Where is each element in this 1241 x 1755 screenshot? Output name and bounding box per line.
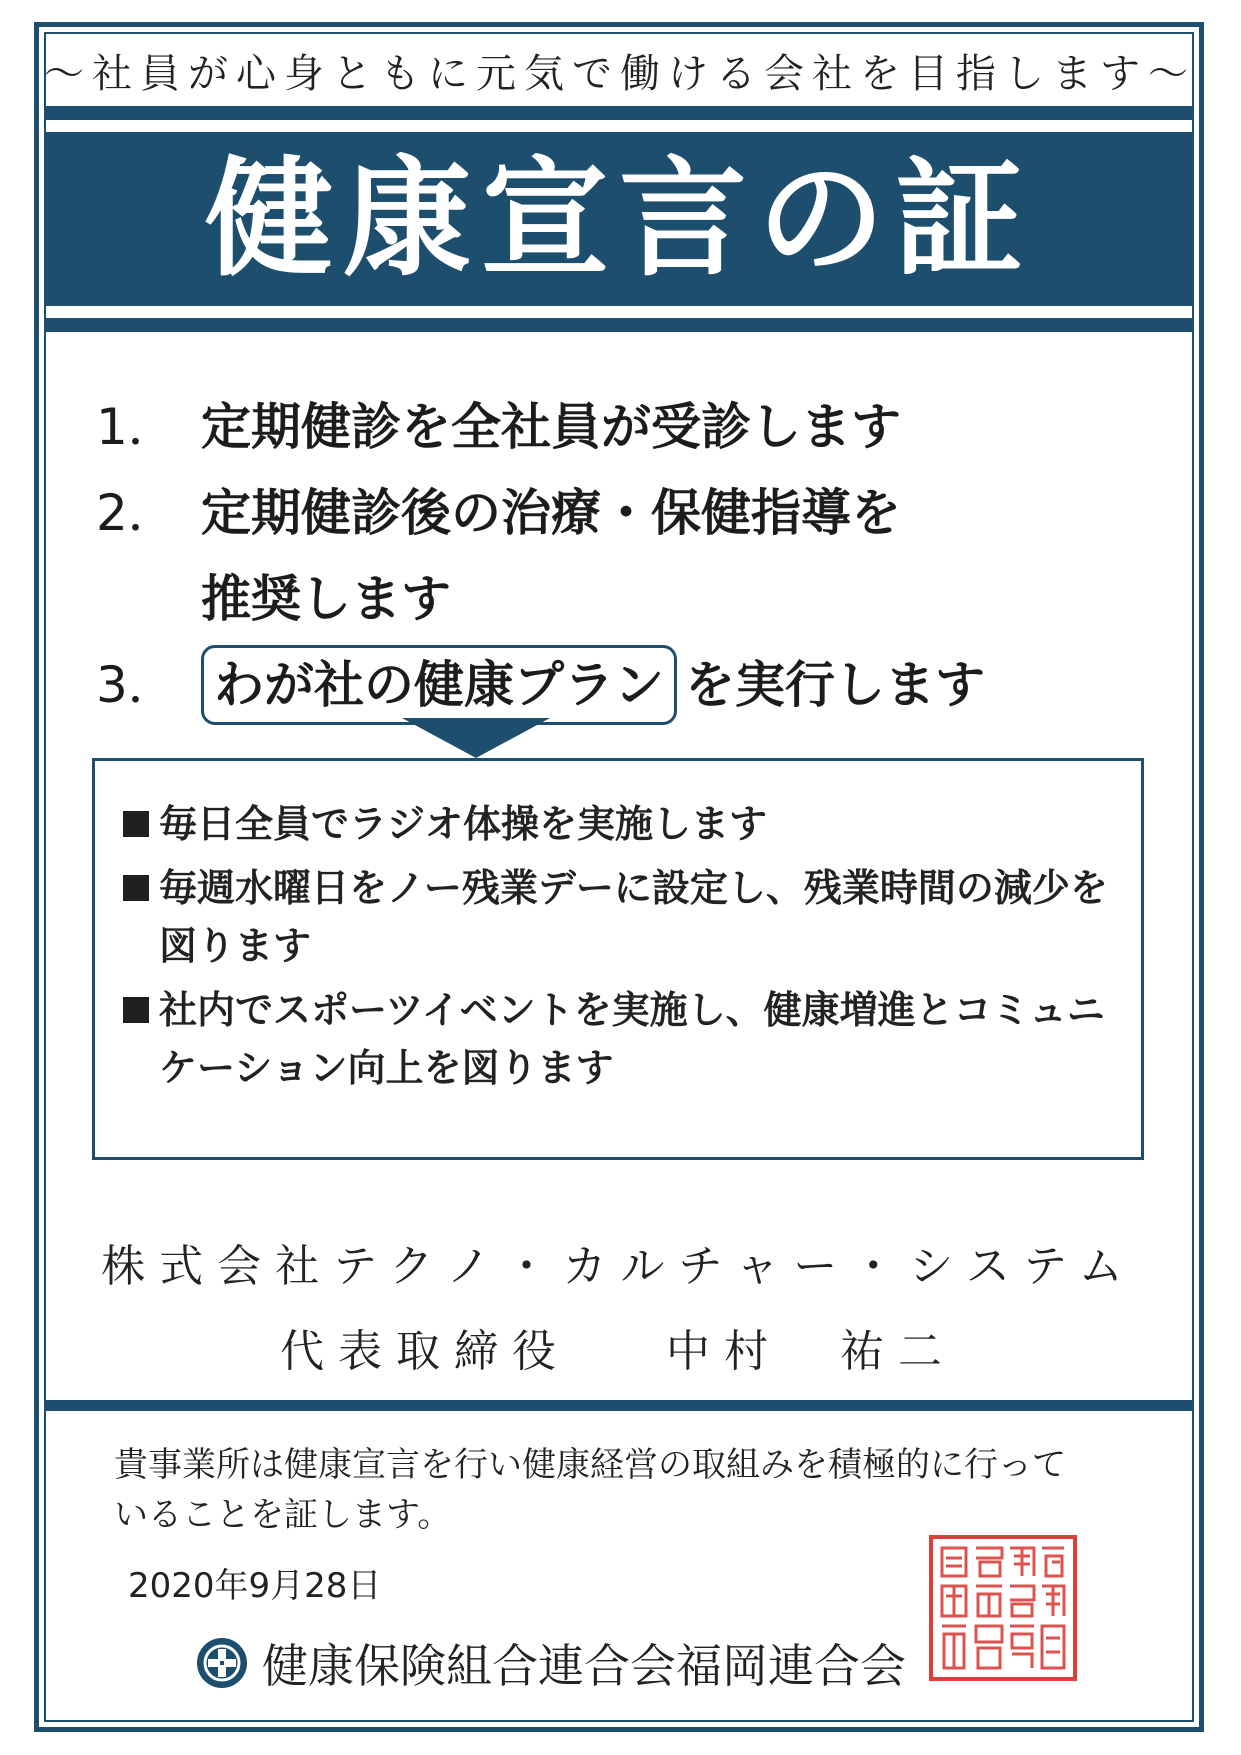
certification-date: 2020年9月28日 — [128, 1566, 382, 1606]
pledge-item-1 — [96, 384, 1156, 470]
certification-rule — [44, 1400, 1194, 1411]
plan-item-text: 毎日全員でラジオ体操を実施します — [159, 801, 768, 846]
arrow-down-icon — [402, 718, 550, 758]
pledge-item-2-continued — [96, 556, 1156, 642]
issuer-name: 健康保険組合連合会福岡連合会 — [262, 1639, 906, 1693]
pledge-text: 定期健診後の治療・保健指導を — [201, 484, 901, 542]
health-plan-list — [123, 795, 1123, 1103]
pledge-suffix: を実行します — [685, 656, 985, 714]
issuer — [196, 1630, 906, 1696]
pledge-number: 3． — [96, 656, 178, 714]
representative — [280, 1315, 956, 1379]
health-plan-label: わが社の健康プラン — [201, 645, 677, 725]
representative-title: 代表取締役 — [280, 1326, 570, 1377]
company-name: 株式会社テクノ・カルチャー・システム — [101, 1241, 1137, 1292]
plan-item-text: 社内でスポーツイベントを実施し、健康増進とコミュニケーション向上を図ります — [159, 987, 1105, 1090]
title-rule-top — [44, 106, 1194, 120]
title-rule-bottom — [44, 318, 1194, 332]
certification-text: 貴事業所は健康宣言を行い健康経営の取組みを積極的に行っていることを証します。 — [114, 1445, 1066, 1535]
pledge-number: 2． — [96, 484, 178, 542]
list-item — [123, 795, 1123, 853]
kenporen-emblem-icon — [196, 1637, 248, 1689]
square-bullet-icon — [123, 875, 149, 901]
representative-name: 中村 祐二 — [666, 1326, 956, 1377]
page-title: 健康宣言の証 — [204, 144, 1033, 294]
pledge-list — [96, 384, 1156, 728]
pledge-text: 推奨します — [201, 570, 451, 628]
list-item — [123, 981, 1123, 1097]
motto: ～社員が心身ともに元気で働ける会社を目指します～ — [44, 51, 1196, 97]
health-plan-panel — [92, 758, 1144, 1160]
list-item — [123, 859, 1123, 975]
pledge-item-2 — [96, 470, 1156, 556]
square-bullet-icon — [123, 997, 149, 1023]
official-seal-stamp — [928, 1534, 1078, 1682]
square-bullet-icon — [123, 811, 149, 837]
pledge-item-3 — [96, 642, 1156, 728]
pledge-text — [201, 642, 985, 728]
pledge-text: 定期健診を全社員が受診します — [201, 398, 901, 456]
plan-item-text: 毎週水曜日をノー残業デーに設定し、残業時間の減少を図ります — [159, 865, 1108, 968]
pledge-number: 1． — [96, 398, 178, 456]
title-band — [44, 132, 1194, 306]
